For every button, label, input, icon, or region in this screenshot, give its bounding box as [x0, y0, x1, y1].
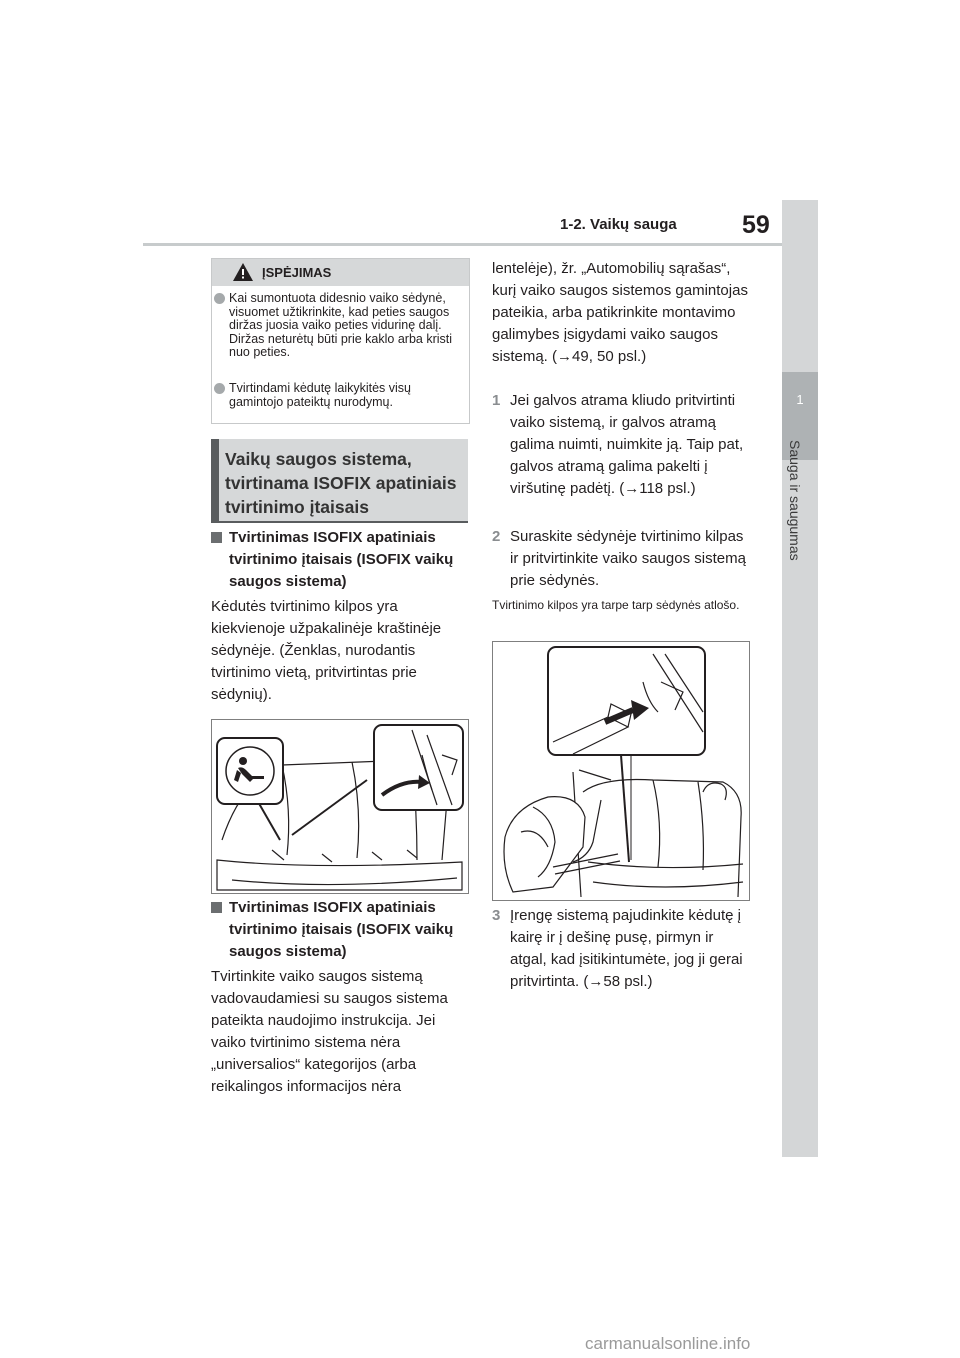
chapter-side-tab [782, 200, 818, 1157]
paragraph-continued: lentelėje), žr. „Automobilių sąrašas“, kurį vaiko saugos sistemos gamintojas pateikia, arba patikrinkite montavimo galimybes įsigydami vaiko saugos sistemą. (→49, 50 psl.) [492, 260, 748, 365]
warning-item-text: Tvirtindami kėdutę laikykitės visų gamintojo pateiktų nurodymų. [229, 381, 412, 409]
watermark-text: carmanualsonline.info [585, 1334, 751, 1353]
warning-item-text: Kai sumontuota didesnio vaiko sėdynė, visuomet užtikrinkite, kad peties saugos diržas juosia vaiko peties vidurinę dalį. Diržas neturėtų būti prie kaklo arba kristi nuo peties. [229, 291, 453, 359]
step-text: Jei galvos atrama kliudo pritvirtinti vaiko sistemą, ir galvos atramą galima nuimti, nuimkite ją. Taip pat, galvos atramą galima pakelti į viršutinę padėtį. (→118 psl.) [510, 392, 744, 497]
warning-box [211, 258, 470, 424]
square-bullet-icon [211, 902, 222, 913]
bullet-icon [214, 293, 225, 304]
subheading-isofix-1 [211, 527, 468, 593]
step-number: 1 [492, 392, 501, 409]
note-anchor-gap: Tvirtinimo kilpos yra tarpe tarp sėdynės atlošo. [492, 598, 740, 612]
step-item [492, 526, 750, 592]
rear-seat-illustration [212, 720, 468, 893]
step-number: 2 [492, 528, 501, 545]
warning-item [214, 382, 464, 409]
warning-triangle-icon [232, 262, 254, 282]
figure-isofix-seat-mark [211, 719, 469, 894]
bullet-icon [214, 383, 225, 394]
paragraph-anchor-location: Kėdutės tvirtinimo kilpos yra kiekvienoje užpakalinėje kraštinėje sėdynėje. (Ženklas, nurodantis tvirtinimo vietą, pritvirtintas prie sėdynių). [211, 598, 442, 703]
step-text: Suraskite sėdynėje tvirtinimo kilpas ir pritvirtinkite vaiko saugos sistemą prie sėdynės. [510, 528, 746, 589]
child-seat-installation-illustration [493, 642, 749, 900]
square-bullet-icon [211, 532, 222, 543]
section-heading-accent-bar [211, 439, 219, 521]
section-heading: Vaikų saugos sistema, tvirtinama ISOFIX apatiniais tvirtinimo įtaisais [225, 449, 457, 517]
section-title: 1-2. Vaikų sauga [560, 216, 677, 233]
subheading-isofix-2 [211, 897, 468, 963]
chapter-label: Sauga ir saugumas [787, 440, 803, 561]
section-heading-rule [211, 521, 468, 523]
warning-item [214, 292, 464, 360]
figure-child-seat-installation [492, 641, 750, 901]
subheading-text: Tvirtinimas ISOFIX apatiniais tvirtinimo įtaisais (ISOFIX vaikų saugos sistema) [229, 899, 454, 960]
chapter-number: 1 [796, 392, 804, 407]
paragraph-install-instructions: Tvirtinkite vaiko saugos sistemą vadovaudamiesi su saugos sistema pateikta naudojimo instrukcija. Jei vaiko tvirtinimo sistema nėra „universalios“ kategorijos (arba reikalingos informacijos nėra [211, 968, 448, 1095]
header-rule [143, 243, 783, 246]
warning-title: ĮSPĖJIMAS [262, 265, 332, 280]
page-number: 59 [742, 211, 770, 239]
step-number: 3 [492, 907, 501, 924]
warning-header [212, 259, 469, 286]
step-item [492, 390, 750, 500]
subheading-text: Tvirtinimas ISOFIX apatiniais tvirtinimo įtaisais (ISOFIX vaikų saugos sistema) [229, 529, 454, 590]
step-item [492, 905, 750, 993]
step-text: Įrengę sistemą pajudinkite kėdutę į kairę ir į dešinę pusę, pirmyn ir atgal, kad įsitikintumėte, jog ji gerai pritvirtinta. (→58 psl.) [510, 907, 743, 990]
